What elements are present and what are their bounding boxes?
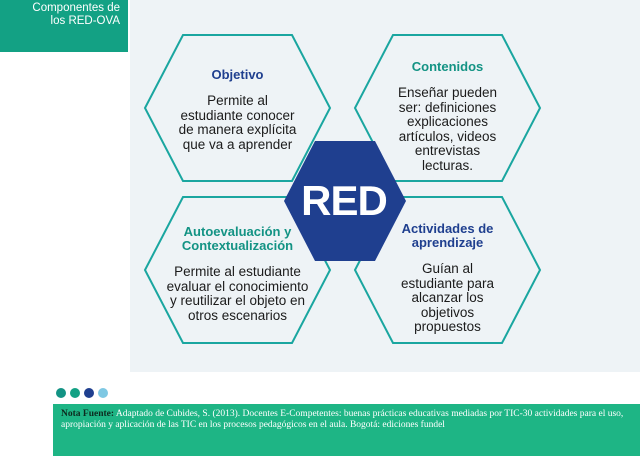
dot	[84, 388, 94, 398]
contenidos-body	[380, 86, 515, 173]
autoevaluacion-title-line: Autoevaluación y	[183, 224, 292, 239]
center-label: RED	[301, 177, 387, 224]
objetivo-line: Permite al	[207, 93, 268, 108]
objetivo-title: Objetivo	[211, 67, 264, 82]
autoevaluacion-title	[165, 225, 310, 253]
contenidos-title: Contenidos	[411, 59, 484, 74]
actividades-line: estudiante para	[400, 275, 495, 291]
dot	[98, 388, 108, 398]
autoevaluacion-line: y reutilizar el objeto en	[169, 293, 306, 308]
section-tag-line-2: los RED-OVA	[50, 15, 120, 27]
contenidos-block	[380, 60, 515, 173]
dot	[70, 388, 80, 398]
objetivo-line: que va a aprender	[182, 136, 293, 152]
autoevaluacion-line: Permite al estudiante	[174, 264, 301, 279]
contenidos-line: lecturas.	[421, 157, 474, 173]
objetivo-block	[170, 68, 305, 152]
actividades-line: propuestos	[414, 319, 481, 334]
contenidos-line: artículos, videos	[398, 128, 497, 144]
autoevaluacion-block	[165, 225, 310, 323]
actividades-line: objetivos	[420, 304, 475, 320]
source-note-label: Nota Fuente:	[61, 409, 115, 419]
source-note	[53, 404, 640, 456]
objetivo-body	[170, 94, 305, 152]
autoevaluacion-line: otros escenarios	[187, 307, 288, 323]
objetivo-line: de manera explícita	[178, 122, 297, 137]
actividades-body	[380, 262, 515, 335]
actividades-line: Guían al	[421, 261, 474, 276]
dot	[56, 388, 66, 398]
actividades-title-line: Actividades de	[401, 221, 494, 236]
contenidos-line: explicaciones	[406, 114, 489, 129]
actividades-title	[380, 222, 515, 250]
objetivo-line: estudiante conocer	[180, 107, 295, 123]
actividades-block	[380, 222, 515, 335]
autoevaluacion-line: evaluar el conocimiento	[166, 278, 309, 294]
pagination-dots	[56, 388, 108, 398]
actividades-line: alcanzar los	[411, 290, 484, 305]
contenidos-line: Enseñar pueden	[397, 85, 498, 100]
actividades-title-line: aprendizaje	[411, 235, 484, 250]
autoevaluacion-body	[165, 265, 310, 323]
source-note-text: Adaptado de Cubides, S. (2013). Docentes E-Competentes: buenas prácticas educativas mediadas por TIC-30 actividades para el uso, apropiación y aplicación de las TIC en los procesos pedagógicos en el aula. Bogotá: ediciones fundel	[61, 409, 624, 430]
autoevaluacion-title-line: Contextualización	[181, 238, 294, 253]
contenidos-line: entrevistas	[414, 143, 481, 158]
contenidos-line: ser: definiciones	[398, 99, 497, 115]
section-tag-line-1: Componentes de	[32, 2, 120, 14]
